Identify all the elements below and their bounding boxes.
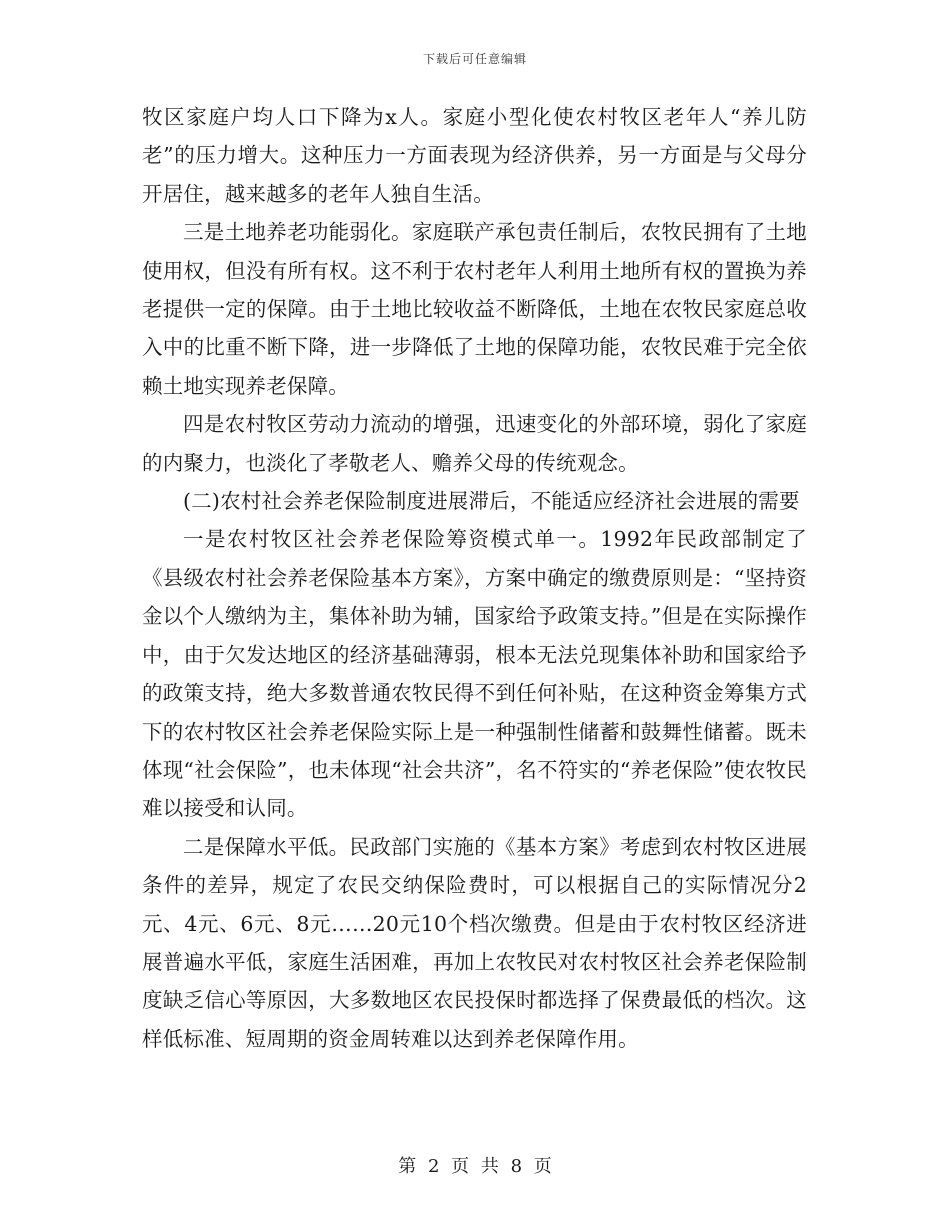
paragraph: 三是土地养老功能弱化。家庭联产承包责任制后，农牧民拥有了土地使用权，但没有所有权。这不利于农村老年人利用土地所有权的置换为养老提供一定的保障。由于土地比较收益不断降低，土地在农牧民家庭总收入中的比重不断下降，进一步降低了土地的保障功能，农牧民难于完全依赖土地实现养老保障。 xyxy=(142,220,807,398)
document-body xyxy=(142,98,807,1058)
paragraph: 四是农村牧区劳动力流动的增强，迅速变化的外部环境，弱化了家庭的内聚力，也淡化了孝敬老人、赡养父母的传统观念。 xyxy=(142,412,807,475)
section-heading: (二)农村社会养老保险制度进展滞后，不能适应经济社会进展的需要 xyxy=(183,489,800,514)
paragraph: 二是保障水平低。民政部门实施的《基本方案》考虑到农村牧区进展条件的差异，规定了农民交纳保险费时，可以根据自己的实际情况分2元、4元、6元、8元……20元10个档次缴费。但是由于农村牧区经济进展普遍水平低，家庭生活困难，再加上农牧民对农村牧区社会养老保险制度缺乏信心等原因，大多数地区农民投保时都选择了保费最低的档次。这样低标准、短周期的资金周转难以达到养老保障作用。 xyxy=(142,834,807,1051)
page-number: 第 2 页 共 8 页 xyxy=(398,1156,552,1177)
page-header: 下载后可任意编辑 xyxy=(422,52,527,66)
paragraph: 牧区家庭户均人口下降为x人。家庭小型化使农村牧区老年人“养儿防老”的压力增大。这种压力一方面表现为经济供养，另一方面是与父母分开居住，越来越多的老年人独自生活。 xyxy=(142,105,807,206)
paragraph: 一是农村牧区社会养老保险筹资模式单一。1992年民政部制定了《县级农村社会养老保险基本方案》，方案中确定的缴费原则是：“坚持资金以个人缴纳为主，集体补助为辅，国家给予政策支持。”但是在实际操作中，由于欠发达地区的经济基础薄弱，根本无法兑现集体补助和国家给予的政策支持，绝大多数普通农牧民得不到任何补贴，在这种资金筹集方式下的农村牧区社会养老保险实际上是一种强制性储蓄和鼓舞性储蓄。既未体现“社会保险”，也未体现“社会共济”，名不符实的“养老保险”使农牧民难以接受和认同。 xyxy=(142,527,807,821)
